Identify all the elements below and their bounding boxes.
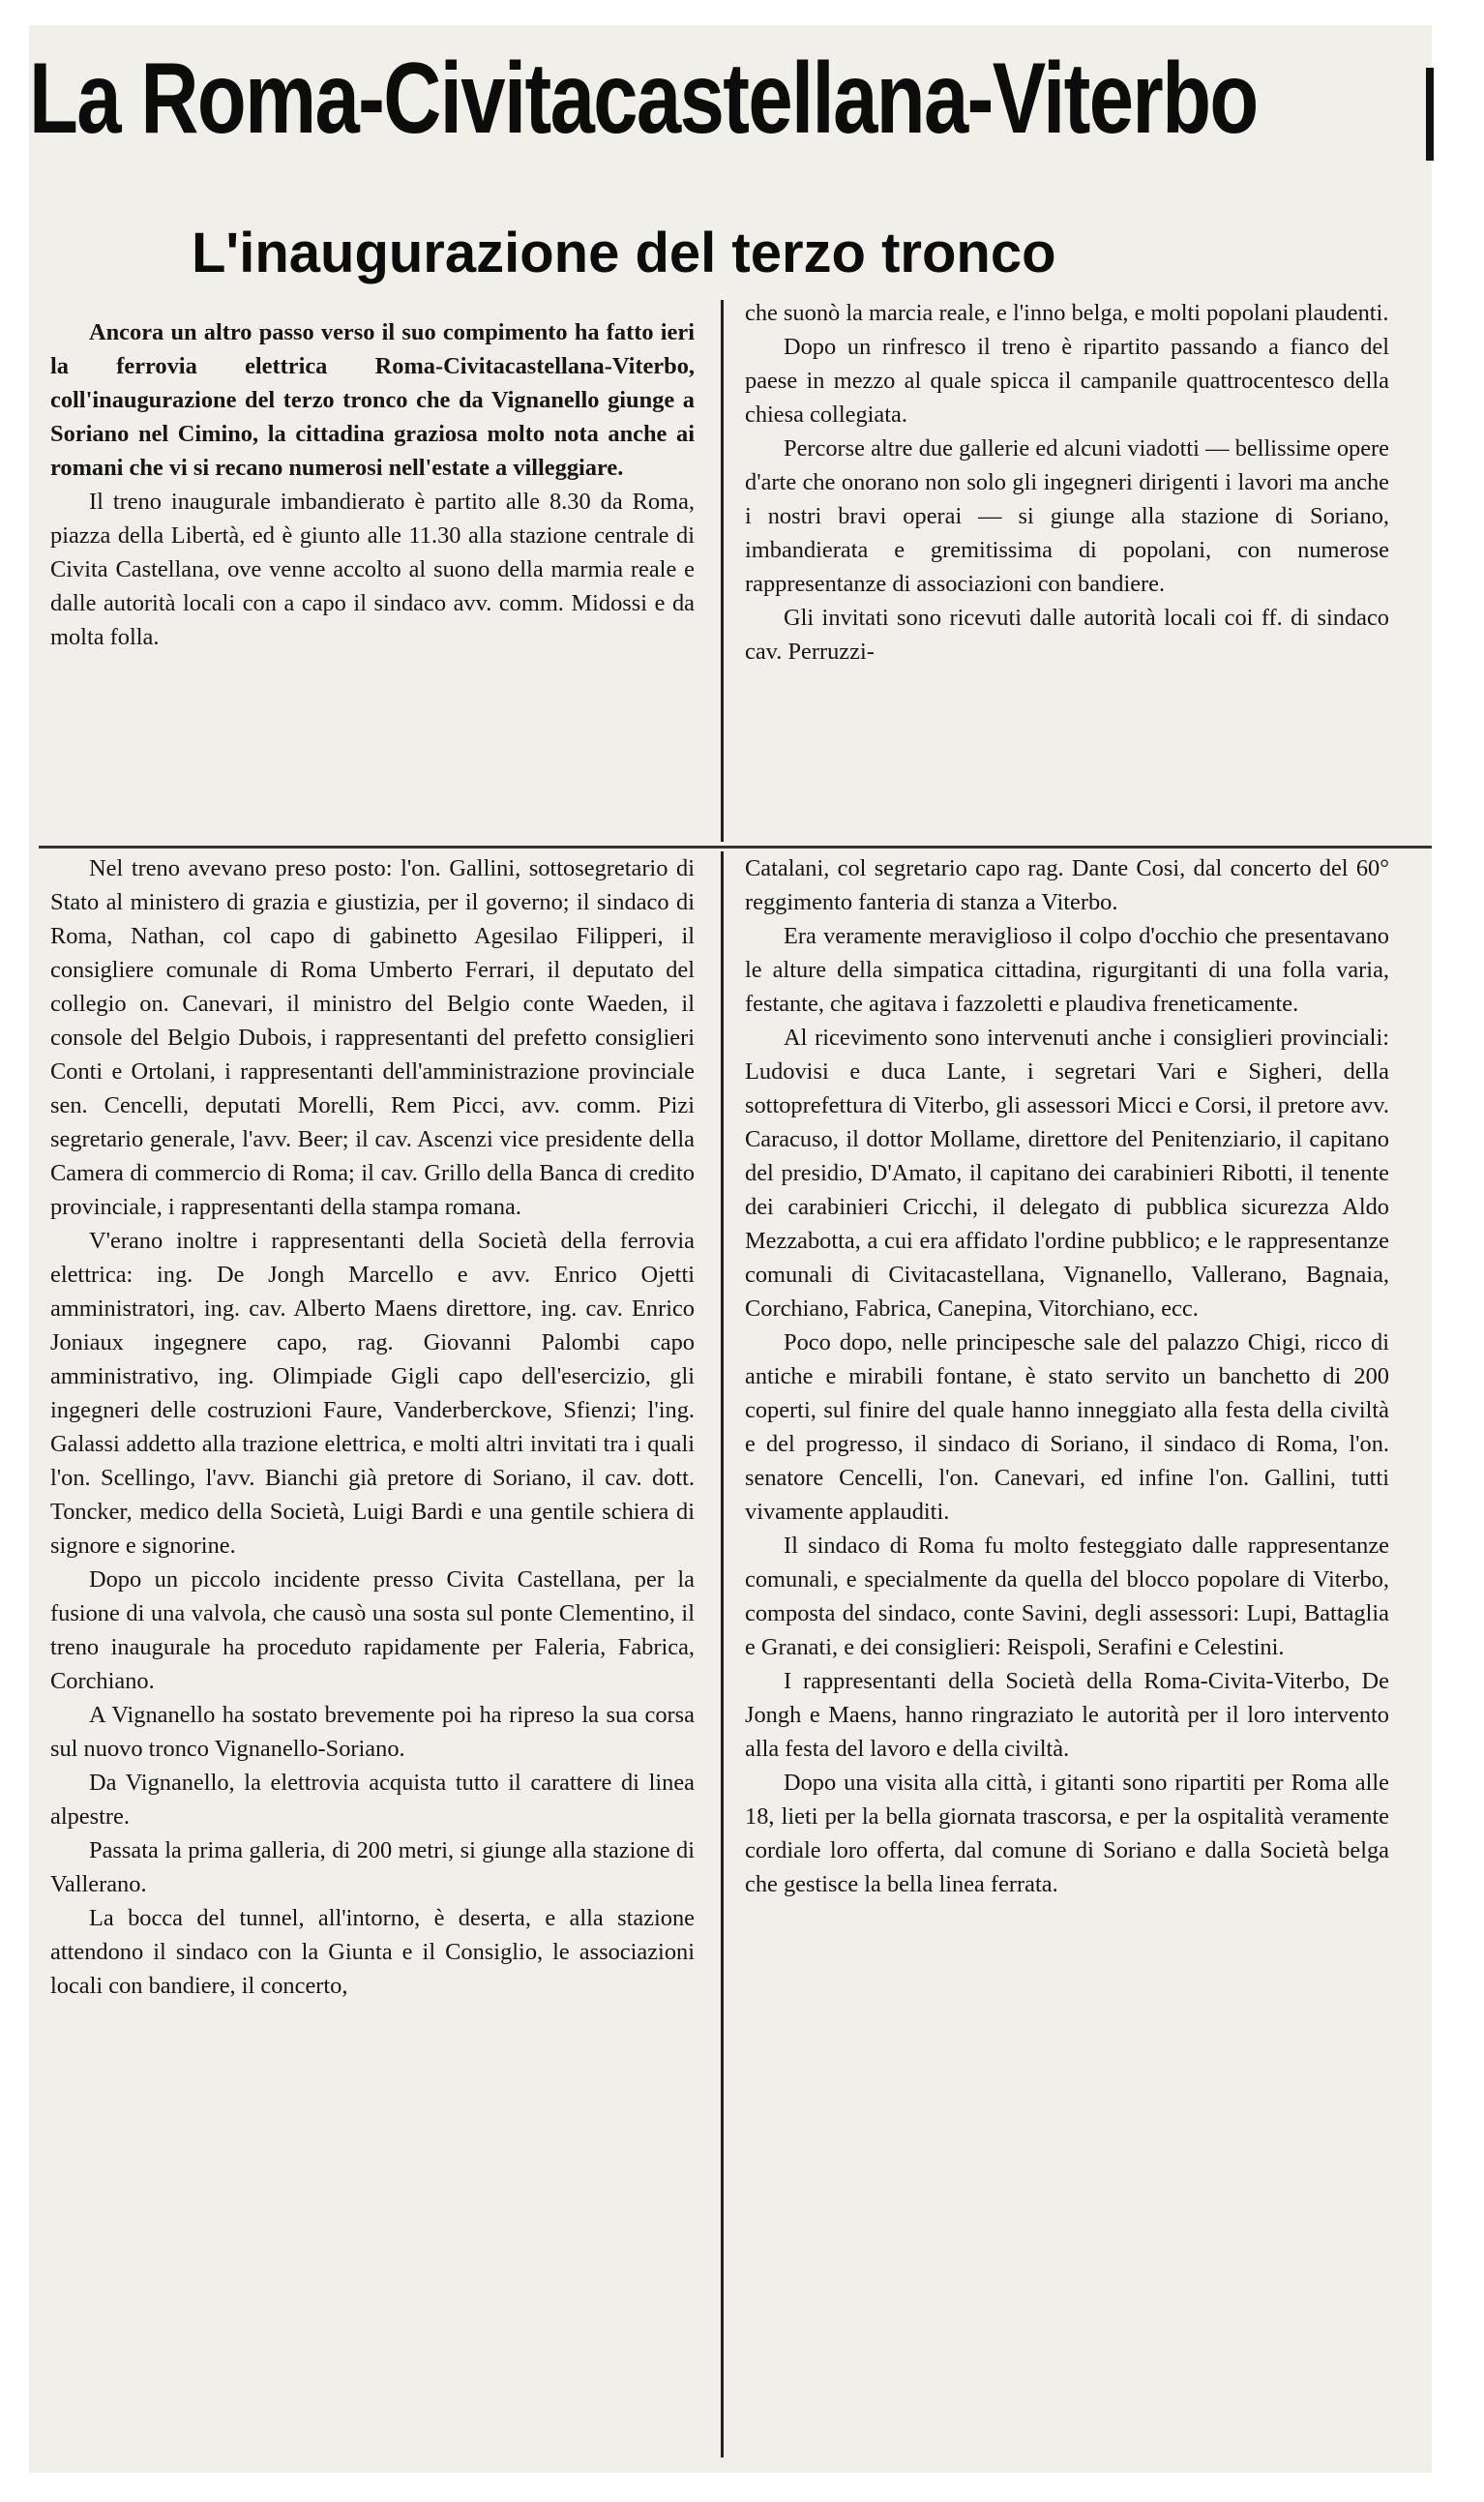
paragraph: Ancora un altro passo verso il suo compimento ha fatto ieri la ferrovia elettrica Roma-Civitacastellana-Viterbo, coll'inaugurazione del terzo tronco che da Vignanello giunge a Soriano nel Cimino, la cittadina graziosa molto nota anche ai romani che vi si recano numerosi nell'estate a villeggiare. [50, 319, 695, 481]
paragraph: I rappresentanti della Società della Roma-Civita-Viterbo, De Jongh e Maens, hanno ringraziato le autorità per il loro intervento alla festa del lavoro e della civiltà. [745, 1668, 1389, 1762]
paragraph: Passata la prima galleria, di 200 metri, si giunge alla stazione di Vallerano. [50, 1837, 695, 1897]
paragraph: A Vignanello ha sostato brevemente poi ha ripreso la sua corsa sul nuovo tronco Vignanello-Soriano. [50, 1702, 695, 1762]
paragraph: Dopo un rinfresco il treno è ripartito passando a fianco del paese in mezzo al quale spicca il campanile quattrocentesco della chiesa collegiata. [745, 334, 1389, 428]
paragraph: Dopo un piccolo incidente presso Civita Castellana, per la fusione di una valvola, che causò una sosta sul ponte Clementino, il treno inaugurale ha proceduto rapidamente per Faleria, Fabrica, Corchiano. [50, 1566, 695, 1694]
paragraph: Nel treno avevano preso posto: l'on. Gallini, sottosegretario di Stato al ministero di grazia e giustizia, per il governo; il sindaco di Roma, Nathan, col capo di gabinetto Agesilao Filipperi, il consigliere comunale di Roma Umberto Ferrari, il deputato del collegio on. Canevari, il ministro del Belgio conte Waeden, il console del Belgio Dubois, i rappresentanti del prefetto consiglieri Conti e Ortolani, i rappresentanti dell'amministrazione provinciale sen. Cencelli, deputati Morelli, Rem Picci, avv. comm. Pizi segretario generale, l'avv. Beer; il cav. Ascenzi vice presidente della Camera di commercio di Roma; il cav. Grillo della Banca di credito provinciale, i rappresentanti della stampa romana. [50, 855, 695, 1220]
paragraph: Poco dopo, nelle principesche sale del palazzo Chigi, ricco di antiche e mirabili fontane, è stato servito un banchetto di 200 coperti, sul finire del quale hanno inneggiato alla festa della civiltà e del progresso, il sindaco di Soriano, il sindaco di Roma, l'on. senatore Cencelli, l'on. Canevari, ed infine l'on. Gallini, tutti vivamente applauditi. [745, 1329, 1389, 1525]
headline: La Roma-Civitacastellana-Viterbo [29, 43, 1258, 155]
paragraph: Dopo una visita alla città, i gitanti sono ripartiti per Roma alle 18, lieti per la bella giornata trascorsa, e per la ospitalità veramente cordiale loro offerta, dal comune di Soriano e dalla Società belga che gestisce la bella linea ferrata. [745, 1770, 1389, 1897]
paragraph: che suonò la marcia reale, e l'inno belga, e molti popolani plaudenti. [745, 300, 1389, 326]
column-divider-top [721, 300, 724, 842]
paragraph: V'erano inoltre i rappresentanti della Società della ferrovia elettrica: ing. De Jongh Marcello e avv. Enrico Ojetti amministratori, ing. cav. Alberto Maens direttore, ing. cav. Enrico Joniaux ingegnere capo, rag. Giovanni Palombi capo amministrativo, ing. Olimpiade Gigli capo dell'esercizio, gli ingegneri delle costruzioni Faure, Vanderberckove, Sfienzi; l'ing. Galassi addetto alla trazione elettrica, e molti altri invitati tra i quali l'on. Scellingo, l'avv. Bianchi già pretore di Soriano, il cav. dott. Toncker, medico della Società, Luigi Bardi e una gentile schiera di signore e signorine. [50, 1228, 695, 1559]
column-divider-bottom [721, 851, 724, 2457]
paragraph: Il treno inaugurale imbandierato è partito alle 8.30 da Roma, piazza della Libertà, ed è giunto alle 11.30 alla stazione centrale di Civita Castellana, ove venne accolto al suono della marmia reale e dalle autorità locali con a capo il sindaco avv. comm. Midossi e da molta folla. [50, 489, 695, 650]
paragraph: Era veramente meraviglioso il colpo d'occhio che presentavano le alture della simpatica cittadina, rigurgitanti di una folla varia, festante, che agitava i fazzoletti e plaudiva freneticamente. [745, 923, 1389, 1017]
subheadline: L'inaugurazione del terzo tronco [192, 222, 1056, 284]
column-top-right [745, 296, 1389, 844]
column-bottom-right [745, 851, 1389, 2457]
column-top-left [50, 315, 695, 846]
paragraph: Da Vignanello, la elettrovia acquista tutto il carattere di linea alpestre. [50, 1770, 695, 1830]
paragraph: Al ricevimento sono intervenuti anche i consiglieri provinciali: Ludovisi e duca Lante, i segretari Vari e Sigheri, della sottoprefettura di Viterbo, gli assessori Micci e Corsi, il pretore avv. Caracuso, il dottor Mollame, direttore del Penitenziario, il capitano del presidio, D'Amato, il capitano dei carabinieri Ribotti, il tenente dei carabinieri Cricchi, il delegato di pubblica sicurezza Aldo Mezzabotta, a cui era affidato l'ordine pubblico; e le rappresentanze comunali di Civitacastellana, Vignanello, Vallerano, Bagnaia, Corchiano, Fabrica, Canepina, Vitorchiano, ecc. [745, 1025, 1389, 1322]
paragraph: Percorse altre due gallerie ed alcuni viadotti — bellissime opere d'arte che onorano non solo gli ingegneri dirigenti i lavori ma anche i nostri bravi operai — si giunge alla stazione di Soriano, imbandierata e gremitissima di popolani, con numerose rappresentanze di associazioni con bandiere. [745, 435, 1389, 597]
headline-edge-mark [1426, 68, 1434, 161]
paragraph: La bocca del tunnel, all'intorno, è deserta, e alla stazione attendono il sindaco con la Giunta e il Consiglio, le associazioni locali con bandiere, il concerto, [50, 1905, 695, 1999]
paragraph: Catalani, col segretario capo rag. Dante Cosi, dal concerto del 60° reggimento fanteria di stanza a Viterbo. [745, 855, 1389, 915]
column-bottom-left [50, 851, 695, 2457]
section-divider [39, 846, 1432, 849]
paragraph: Gli invitati sono ricevuti dalle autorità locali coi ff. di sindaco cav. Perruzzi- [745, 605, 1389, 665]
paragraph: Il sindaco di Roma fu molto festeggiato dalle rappresentanze comunali, e specialmente da quella del blocco popolare di Viterbo, composta del sindaco, conte Savini, degli assessori: Lupi, Battaglia e Granati, e dei consiglieri: Reispoli, Serafini e Celestini. [745, 1533, 1389, 1660]
